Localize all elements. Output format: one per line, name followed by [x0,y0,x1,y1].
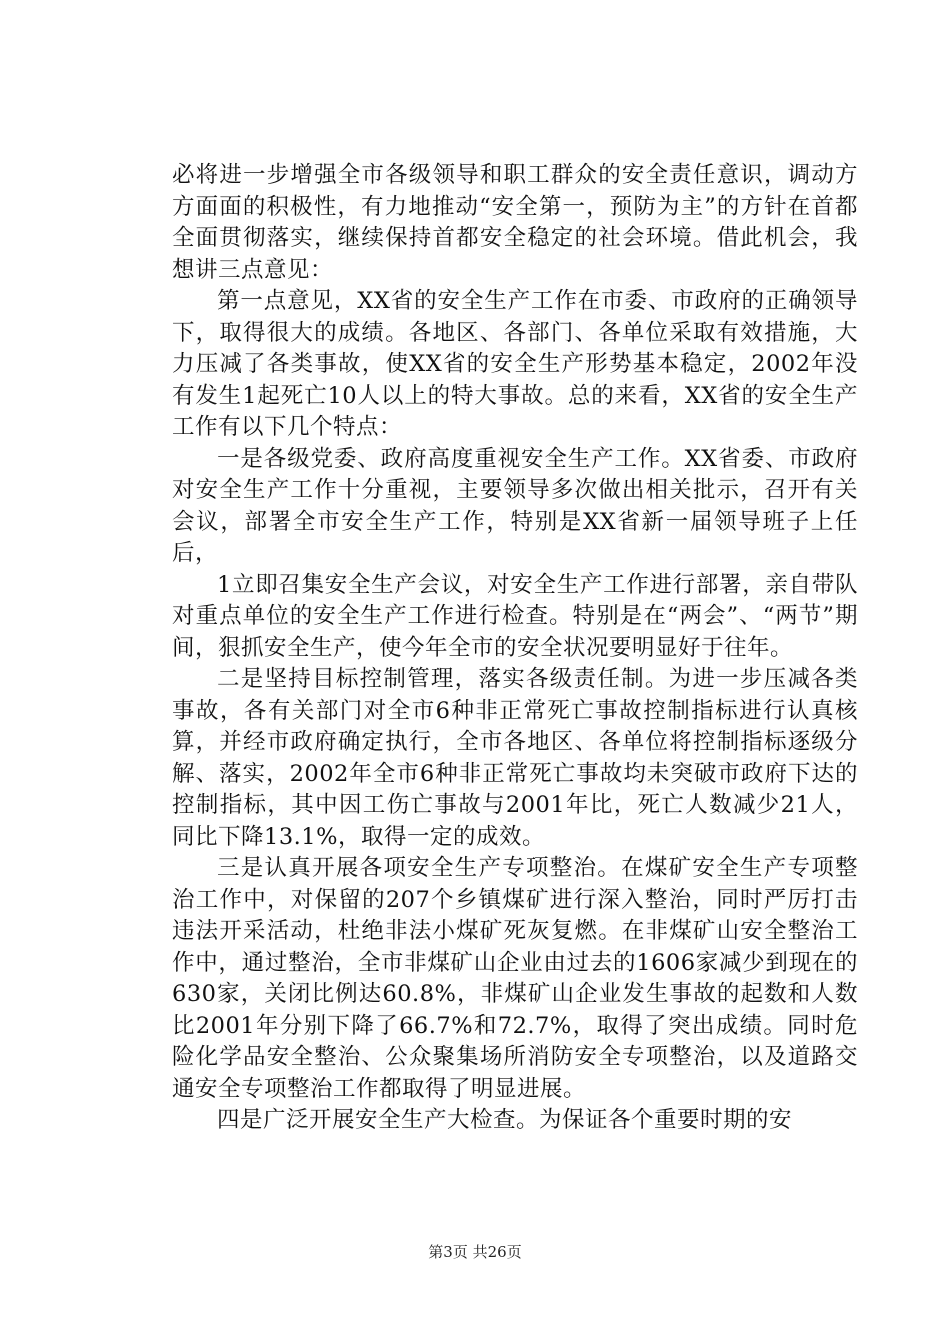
paragraph-first-opinion: 第一点意见，XX省的安全生产工作在市委、市政府的正确领导下，取得很大的成绩。各地区、各部门、各单位采取有效措施，大力压减了各类事故，使XX省的安全生产形势基本稳定，2002年没有发生1起死亡10人以上的特大事故。总的来看，XX省的安全生产工作有以下几个特点： [172,288,858,440]
paragraph-point-three: 三是认真开展各项安全生产专项整治。在煤矿安全生产专项整治工作中，对保留的207个乡镇煤矿进行深入整治，同时严厉打击违法开采活动，杜绝非法小煤矿死灰复燃。在非煤矿山安全整治工作中，通过整治，全市非煤矿山企业由过去的1606家减少到现在的630家，关闭比例达60.8%，非煤矿山企业发生事故的起数和人数比2001年分别下降了66.7%和72.7%，取得了突出成绩。同时危险化学品安全整治、公众聚集场所消防安全专项整治，以及道路交通安全专项整治工作都取得了明显进展。 [172,855,858,1102]
paragraph-continuation: 必将进一步增强全市各级领导和职工群众的安全责任意识，调动方方面面的积极性，有力地推动“安全第一，预防为主”的方针在首都全面贯彻落实，继续保持首都安全稳定的社会环境。借此机会，我想讲三点意见： [172,162,858,283]
paragraph-point-one: 一是各级党委、政府高度重视安全生产工作。XX省委、市政府对安全生产工作十分重视，主要领导多次做出相关批示，召开有关会议，部署全市安全生产工作，特别是XX省新一届领导班子上任后， [172,445,858,566]
document-body [172,160,858,1137]
paragraph-point-four: 四是广泛开展安全生产大检查。为保证各个重要时期的安 [217,1107,793,1133]
page-footer: 第3页 共26页 [428,1243,522,1261]
paragraph-point-one-detail: 1立即召集安全生产会议，对安全生产工作进行部署，亲自带队对重点单位的安全生产工作进行检查。特别是在“两会”、“两节”期间，狠抓安全生产，使今年全市的安全状况要明显好于往年。 [172,571,858,661]
paragraph-point-two: 二是坚持目标控制管理，落实各级责任制。为进一步压减各类事故，各有关部门对全市6种非正常死亡事故控制指标进行认真核算，并经市政府确定执行，全市各地区、各单位将控制指标逐级分解、落实，2002年全市6种非正常死亡事故均未突破市政府下达的控制指标，其中因工伤亡事故与2001年比，死亡人数减少21人，同比下降13.1%，取得一定的成效。 [172,666,858,850]
